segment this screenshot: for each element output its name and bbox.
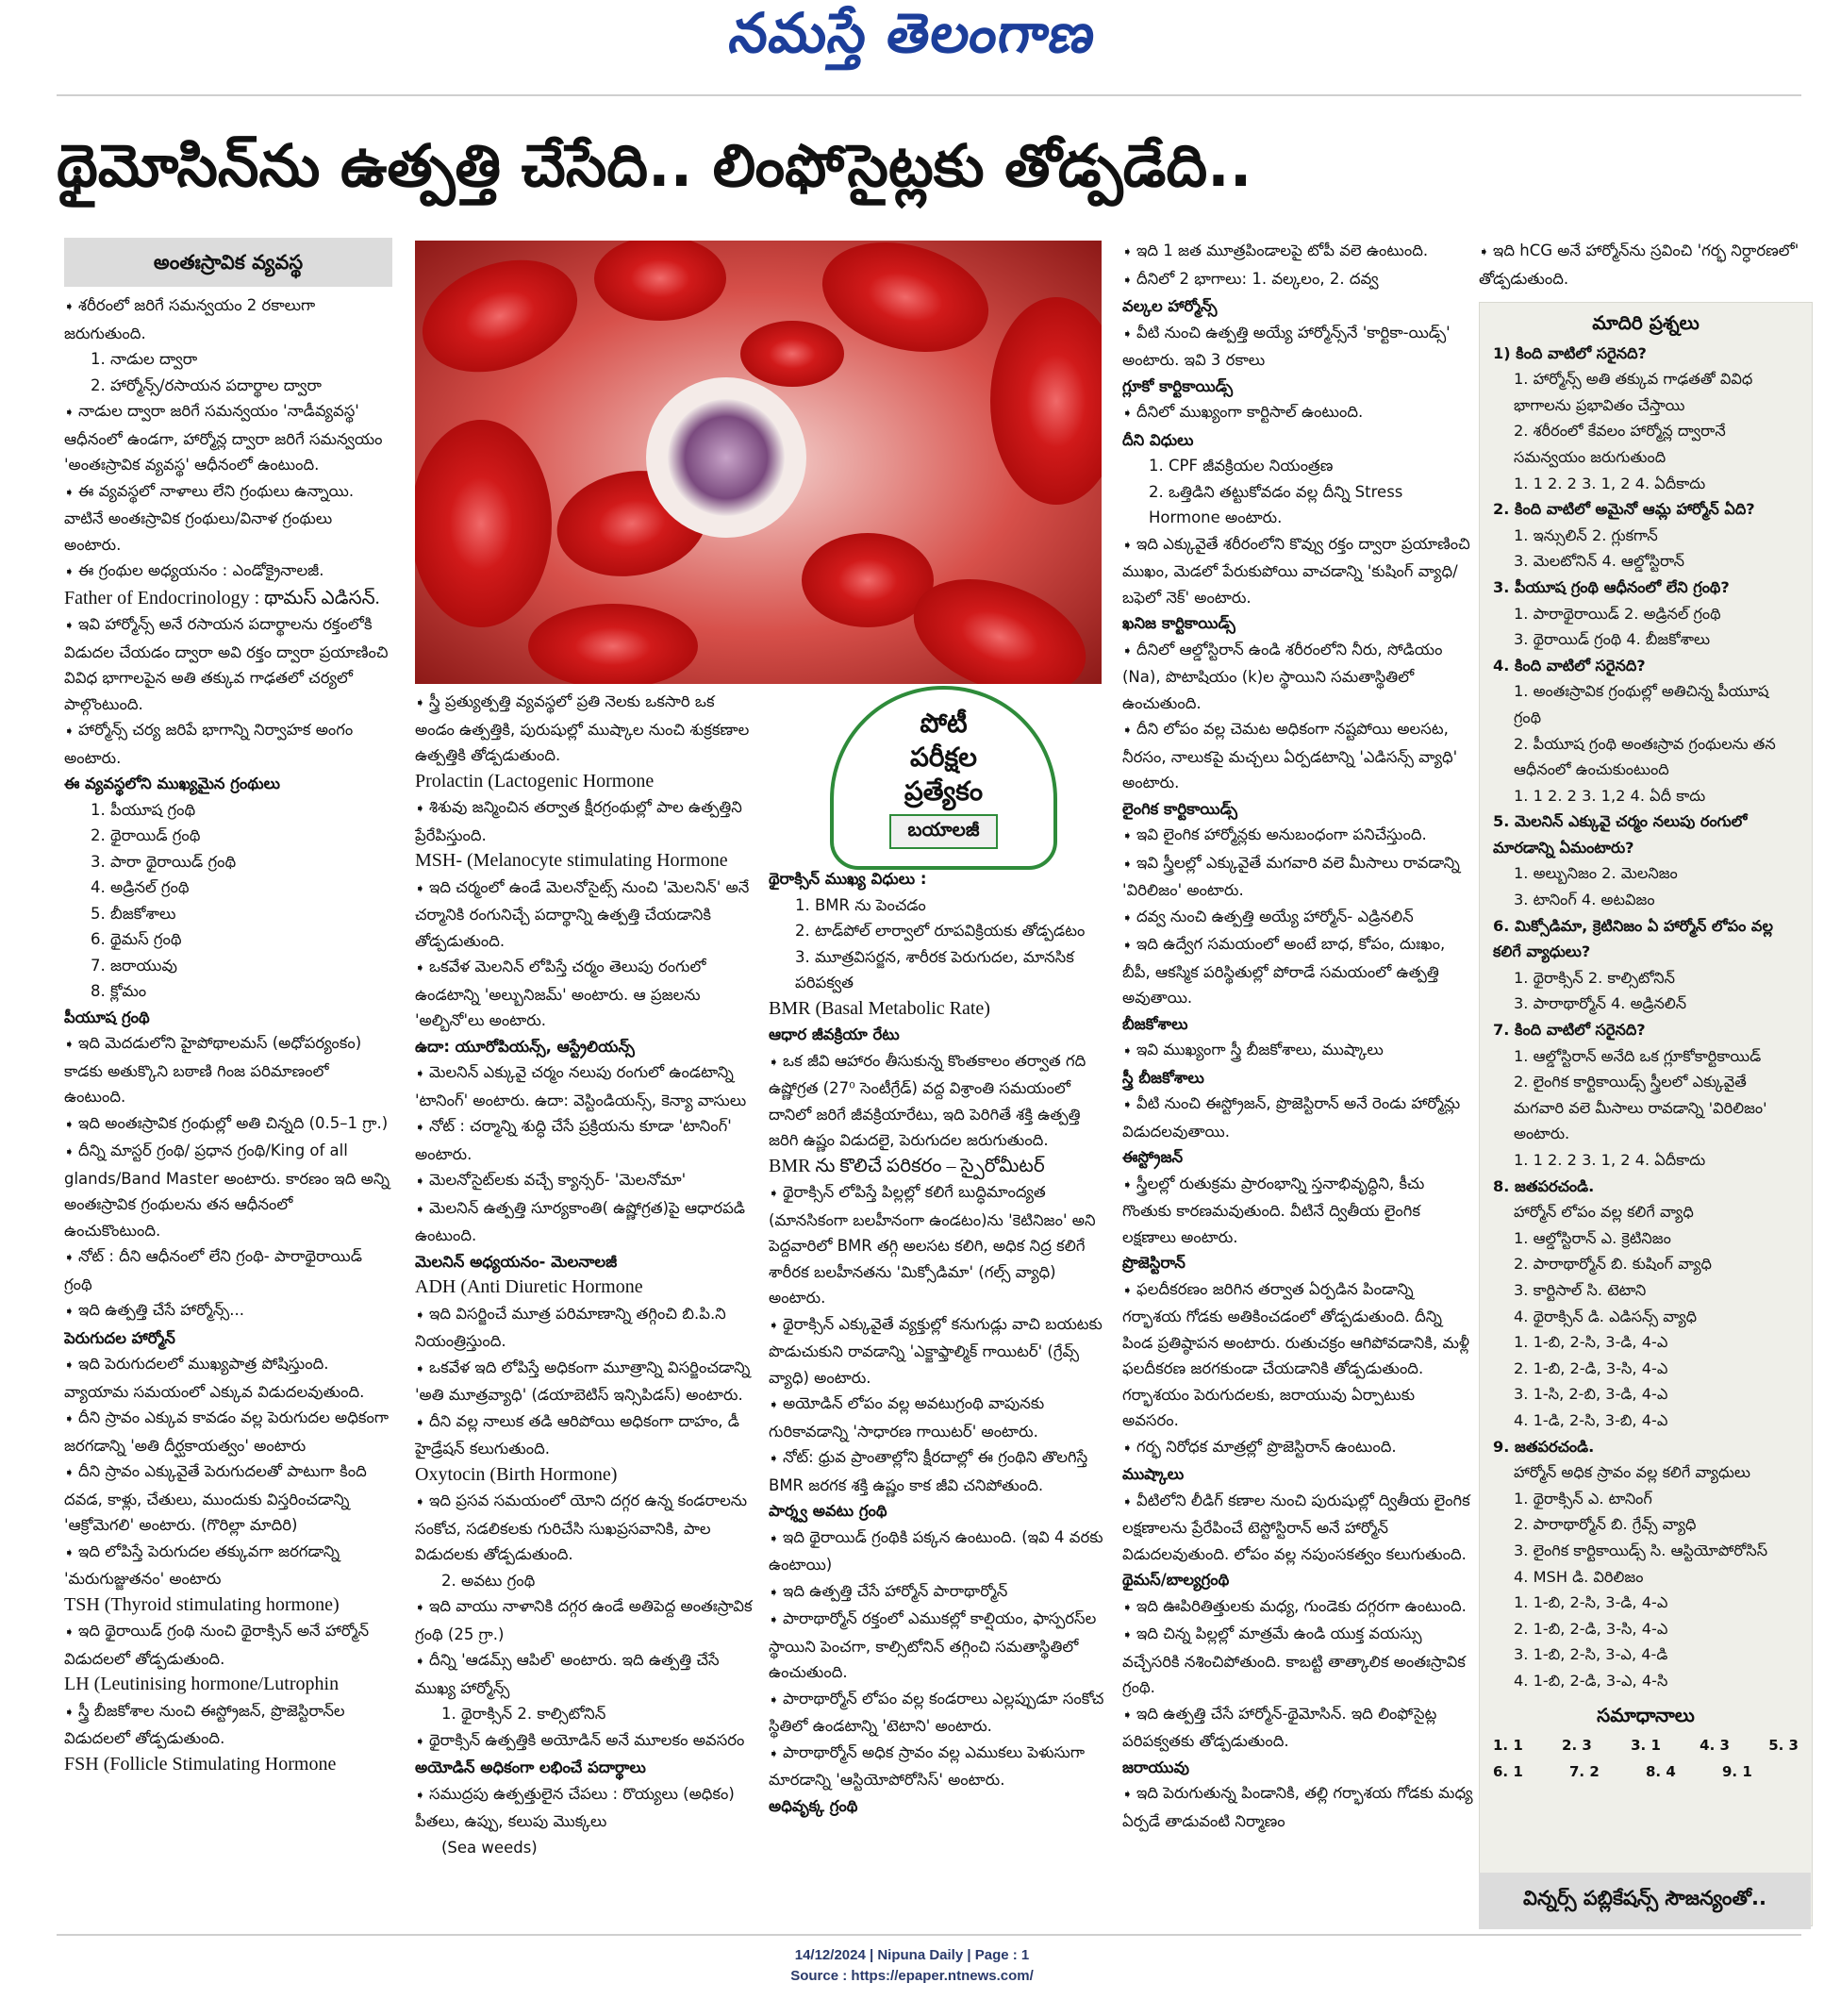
col4-paragraph: థైమస్/బాల్యగ్రంథి bbox=[1122, 1571, 1230, 1589]
col2-paragraph: 2. అవటు గ్రంథి bbox=[441, 1571, 536, 1590]
question-line: 1. హార్మోన్స్ అతి తక్కువ గాఢతతో వివిధ భాగాలను ప్రభావితం చేస్తాయి bbox=[1514, 370, 1753, 414]
question-line: 2. పారాథార్మోన్ బి. గ్రేవ్స్ వ్యాధి bbox=[1514, 1515, 1697, 1534]
question-line: హార్మోన్ అధిక స్రావం వల్ల కలిగే వ్యాధులు bbox=[1514, 1463, 1750, 1482]
col1-paragraph: ➧ దీని స్రావం ఎక్కువ కావడం వల్ల పెరుగుదల అధికంగా జరగడాన్ని 'అతి దీర్ఘకాయత్వం' అంటారు bbox=[64, 1405, 392, 1458]
col3-paragraph: ➧ అయోడిన్ లోపం వల్ల అవటుగ్రంథి వాపునకు గురికావడాన్ని 'సాధారణ గాయిటర్' అంటారు. bbox=[769, 1391, 1115, 1444]
col1-paragraph: 6. థైమస్ గ్రంథి bbox=[91, 930, 182, 948]
col1-paragraph: ➧ ఇవి హార్మోన్స్ అనే రసాయన పదార్థాలను రక్తంలోకి విడుదల చేయడం ద్వారా అవి రక్తం ద్వారా ప్రయాణించి వివిధ భాగాలపైన అతి తక్కువ గాఢతలో చర్యలో పాల్గొంటుంది. bbox=[64, 611, 392, 717]
col2-paragraph: ➧ సముద్రపు ఉత్పత్తులైన చేపలు : రొయ్యలు (అధికం) పీతలు, ఉప్పు, కలుపు మొక్కలు bbox=[415, 1781, 753, 1835]
col3-paragraph: 3. మూత్రవిసర్జన, శారీరక పెరుగుదల, మానసిక పరిపక్వత bbox=[795, 947, 1074, 991]
question-line: 1. 1-బి, 2-సి, 3-డి, 4-ఎ bbox=[1514, 1333, 1668, 1352]
col4-paragraph: ➧ ఇది ఊపిరితిత్తులకు మధ్య, గుండెకు దగ్గరగా ఉంటుంది. bbox=[1122, 1593, 1476, 1622]
col4-paragraph: గ్లూకో కార్టికాయిడ్స్ bbox=[1122, 376, 1234, 395]
question-line: 3. 1-సి, 2-బి, 3-డి, 4-ఎ bbox=[1514, 1385, 1668, 1404]
col1-paragraph: ➧ దీన్ని మాస్టర్ గ్రంథి/ ప్రధాన గ్రంథి/King of all glands/Band Master అంటారు. కారణం ఇది అన్ని అంతఃస్రావిక గ్రంథులను తన ఆధీనంలో ఉంచుకొంటుంది. bbox=[64, 1138, 392, 1243]
col1-paragraph: ➧ ఇది ఉత్పత్తి చేసే హార్మోన్స్... bbox=[64, 1297, 392, 1325]
page-footer bbox=[0, 1945, 1824, 1987]
col1-paragraph: ➧ నాడుల ద్వారా జరిగే సమన్వయం 'నాడీవ్యవస్థ' ఆధీనంలో ఉండగా, హార్మోన్ల ద్వారా జరిగే సమన్వయం 'అంతఃస్రావిక వ్యవస్థ' ఆధీనంలో ఉంటుంది. bbox=[64, 398, 392, 478]
col2-paragraph: ➧ ఇది చర్మంలో ఉండే మెలనోసైట్స్ నుంచి 'మెలనిన్' అనే చర్మానికి రంగునిచ్చే పదార్థాన్ని ఉత్పత్తి చేయడానికి తోడ్పడుతుంది. bbox=[415, 875, 753, 955]
col3-paragraph: ➧ థైరాక్సిన్ లోపిస్తే పిల్లల్లో కలిగే బుద్ధిమాంద్యత (మానసికంగా బలహీనంగా ఉండటం)ను 'కెటినిజం' అని పెద్దవారిలో BMR తగ్గి అలసట కలిగి, అధిక నిద్ర కలిగే శారీరక బలహీనతను 'మిక్సోడిమా' (గల్స్ వ్యాధి) అంటారు. bbox=[769, 1179, 1115, 1311]
col1-paragraph: TSH (Thyroid stimulating hormone) bbox=[64, 1593, 340, 1615]
col4-paragraph: స్త్రీ బీజకోశాలు bbox=[1122, 1068, 1204, 1087]
col4-paragraph: ప్రొజెస్టిరాన్ bbox=[1122, 1254, 1186, 1272]
col3-paragraph: ➧ నోట్: ధ్రువ ప్రాంతాల్లోని క్షీరదాల్లో ఈ గ్రంథిని తొలగిస్తే BMR జరగక శక్తి ఉష్ణం కాక జీవి చనిపోతుంది. bbox=[769, 1444, 1115, 1498]
col2-paragraph: Prolactin (Lactogenic Hormone bbox=[415, 770, 655, 791]
question-line: 1. థైరాక్సిన్ ఎ. టానింగ్ bbox=[1514, 1489, 1652, 1508]
column-1-text bbox=[64, 292, 392, 1777]
col1-paragraph: పెరుగుదల హార్మోన్ bbox=[64, 1328, 175, 1347]
answers-title: సమాధానాలు bbox=[1597, 1704, 1695, 1727]
question-line: 3. థైరాయిడ్ గ్రంథి 4. బీజకోశాలు bbox=[1514, 630, 1711, 649]
col5-paragraph: ➧ ఇది hCG అనే హార్మోన్‌ను స్రవించి 'గర్భ నిర్ధారణలో' తోడ్పడుతుంది. bbox=[1479, 238, 1809, 292]
col3-paragraph: ➧ ఇది థైరాయిడ్ గ్రంథికి పక్కన ఉంటుంది. (ఇవి 4 వరకు ఉంటాయి) bbox=[769, 1524, 1115, 1578]
col3-paragraph: 2. టాడ్‌పోల్ లార్వాలో రూపవిక్రియకు తోడ్పడటం bbox=[795, 922, 1086, 940]
col4-paragraph: ➧ ఇది ఉద్వేగ సమయంలో అంటే బాధ, కోపం, దుఃఖం, బీపీ, ఆకస్మిక పరిస్థితుల్లో పోరాడే సమయంలో ఉత్పత్తి అవుతాయి. bbox=[1122, 931, 1476, 1011]
col1-paragraph: 2. థైరాయిడ్ గ్రంథి bbox=[91, 826, 201, 844]
answer-item: 3. 1 bbox=[1631, 1737, 1661, 1755]
col3-paragraph: ➧ పారాథార్మోన్ రక్తంలో ఎముకల్లో కాల్షియం, ఫాస్పరస్‌ల స్థాయిని పెంచగా, కాల్సిటోనిన్ తగ్గించి సమతాస్థితిలో ఉంచుతుంది. bbox=[769, 1606, 1115, 1686]
col4-paragraph: 2. ఒత్తిడిని తట్టుకోవడం వల్ల దీన్ని Stress Hormone అంటారు. bbox=[1149, 482, 1403, 526]
question-line: హార్మోన్ లోపం వల్ల కలిగే వ్యాధి bbox=[1514, 1203, 1694, 1222]
question-line: 6. మిక్సోడిమా, క్రెటినిజం ఏ హార్మోన్ లోపం వల్ల కలిగే వ్యాధులు? bbox=[1493, 916, 1773, 961]
col1-paragraph: ➧ ఇది పెరుగుదలలో ముఖ్యపాత్ర పోషిస్తుంది. వ్యాయామ సమయంలో ఎక్కువ విడుదలవుతుంది. bbox=[64, 1351, 392, 1405]
col4-paragraph: వల్కల హార్మోన్స్ bbox=[1122, 297, 1218, 315]
model-questions-box bbox=[1479, 302, 1813, 1926]
col1-paragraph: 8. క్లోమం bbox=[91, 982, 147, 1000]
col2-paragraph: Oxytocin (Birth Hormone) bbox=[415, 1463, 618, 1485]
col1-paragraph: Father of Endocrinology : థామస్ ఎడిసన్. bbox=[64, 587, 380, 608]
newspaper-logo: నమస్తే తెలంగాణ bbox=[725, 1, 1101, 65]
col4-paragraph: ➧ ఇది ఎక్కువైతే శరీరంలోని కొవ్వు రక్తం ద్వారా ప్రయాణించి ముఖం, మెడలో పేరుకుపోయి వాచడాన్ని 'కుషింగ్ వ్యాధి/బఫెలో నెక్' అంటారు. bbox=[1122, 531, 1476, 611]
blood-cells-photo bbox=[415, 241, 1102, 684]
col1-paragraph: 1. నాడుల ద్వారా bbox=[91, 350, 198, 368]
question-line: 8. జతపరచండి. bbox=[1493, 1176, 1595, 1195]
answer-item: 1. 1 bbox=[1493, 1737, 1523, 1755]
col4-paragraph: ➧ దవ్వ నుంచి ఉత్పత్తి అయ్యే హార్మోన్- ఎడ్రినలిన్ bbox=[1122, 904, 1476, 932]
question-line: 3. కార్టిసాల్ సి. టెటాని bbox=[1514, 1280, 1647, 1299]
col1-paragraph: ➧ శరీరంలో జరిగే సమన్వయం 2 రకాలుగా జరుగుతుంది. bbox=[64, 292, 392, 346]
answer-item: 9. 1 bbox=[1722, 1762, 1752, 1780]
col2-paragraph: ➧ ఒకవేళ మెలనిన్ లోపిస్తే చర్మం తెలుపు రంగులో ఉండటాన్ని 'అల్బునిజమ్' అంటారు. ఆ ప్రజలను 'అల్బినో'లు అంటారు. bbox=[415, 954, 753, 1034]
question-line: 1. ఇన్సులిన్ 2. గ్లుకగాన్ bbox=[1514, 525, 1658, 544]
answer-item: 7. 2 bbox=[1569, 1762, 1600, 1780]
question-line: 1. పారాథైరాయిడ్ 2. అడ్రినల్ గ్రంథి bbox=[1514, 604, 1721, 623]
question-line: 1. థైరాక్సిన్ 2. కాల్సిటోనిన్ bbox=[1514, 968, 1676, 987]
question-line: 1. అంతఃస్రావిక గ్రంథుల్లో అతిచిన్న పీయూష గ్రంథి bbox=[1514, 682, 1769, 726]
col1-paragraph: LH (Leutinising hormone/Lutrophin bbox=[64, 1674, 340, 1694]
col1-paragraph: 1. పీయూష గ్రంథి bbox=[91, 800, 196, 819]
col2-paragraph: ఉదా: యూరోపియన్స్, ఆస్ట్రేలియన్స్ bbox=[415, 1037, 635, 1056]
badge-line-1: పోటీ bbox=[920, 708, 968, 739]
questions-list bbox=[1493, 341, 1799, 1694]
column-1 bbox=[64, 238, 392, 1917]
col2-paragraph: ➧ మెలనిన్ ఎక్కువై చర్మం నలుపు రంగులో ఉండటాన్ని 'టానింగ్' అంటారు. ఉదా: వెస్టిండియన్స్, కెన్యా వాసులు bbox=[415, 1059, 753, 1113]
answer-item: 6. 1 bbox=[1493, 1762, 1523, 1780]
col4-paragraph: ➧ వీటిలోని లీడిగ్ కణాల నుంచి పురుషుల్లో ద్వితీయ లైంగిక లక్షణాలను ప్రేరేపించే టెస్టోస్టిరాన్ అనే హార్మోన్ విడుదలవుతుంది. లోపం వల్ల నపుంసకత్వం కలుగుతుంది. bbox=[1122, 1488, 1476, 1568]
question-line: 1. 1 2. 2 3. 1,2 4. ఏదీ కాదు bbox=[1514, 786, 1706, 805]
question-line: 3. లైంగిక కార్టికాయిడ్స్ సి. ఆస్టియోపోరోసిస్ bbox=[1514, 1541, 1768, 1559]
col1-paragraph: ➧ ఇది లోపిస్తే పెరుగుదల తక్కువగా జరగడాన్ని 'మరుగుజ్జుతనం' అంటారు bbox=[64, 1539, 392, 1592]
question-line: 1) కింది వాటిలో సరైనది? bbox=[1493, 343, 1647, 362]
answer-item: 4. 3 bbox=[1700, 1737, 1730, 1755]
col2-paragraph: మెలనిన్ అధ్యయనం- మెలనాలజీ bbox=[415, 1252, 618, 1271]
col1-paragraph: ➧ స్త్రీ బీజకోశాల నుంచి ఈస్ట్రోజన్, ప్రొజెస్టిరాన్‌ల విడుదలలో తోడ్పడుతుంది. bbox=[64, 1698, 392, 1752]
col4-paragraph: ➧ ఇది చిన్న పిల్లల్లో మాత్రమే ఉండి యుక్త వయస్సు వచ్చేసరికి నశించిపోతుంది. కాబట్టి తాత్కాలిక అంతఃస్రావిక గ్రంథి. bbox=[1122, 1621, 1476, 1701]
question-line: 2. 1-బి, 2-డి, 3-సి, 4-ఎ bbox=[1514, 1619, 1668, 1638]
question-line: 4. 1-డి, 2-సి, 3-బి, 4-ఎ bbox=[1514, 1410, 1668, 1429]
col4-paragraph: 1. CPF జీవక్రియల నియంత్రణ bbox=[1149, 457, 1334, 475]
footer-source-line: Source : https://epaper.ntnews.com/ bbox=[790, 1968, 1034, 1984]
col3-paragraph: ➧ థైరాక్సిన్ ఎక్కువైతే వ్యక్తుల్లో కనుగుడ్లు వాచి బయటకు పొడుచుకుని రావడాన్ని 'ఎక్జాఫ్తాల్మిక్ గాయిటర్' (గ్రేవ్స్ వ్యాధి) అంటారు. bbox=[769, 1311, 1115, 1391]
col1-paragraph: ➧ ఇది థైరాయిడ్ గ్రంథి నుంచి థైరాక్సిన్ అనే హార్మోన్‌ విడుదలలో తోడ్పడుతుంది. bbox=[64, 1618, 392, 1672]
column-2-text bbox=[415, 689, 753, 1860]
badge-subject: బయాలజీ bbox=[889, 814, 999, 849]
col2-paragraph: ➧ ఒకవేళ ఇది లోపిస్తే అధికంగా మూత్రాన్ని విసర్జించడాన్ని 'అతి మూత్రవ్యాధి' (డయాబెటిస్ ఇన్సిపిడస్) అంటారు. bbox=[415, 1355, 753, 1408]
col4-paragraph: బీజకోశాలు bbox=[1122, 1014, 1188, 1033]
headline: థైమోసిన్‌ను ఉత్పత్తి చేసేది.. లింఫోసైట్లకు తోడ్పడేది.. bbox=[57, 131, 1252, 200]
col2-paragraph: MSH- (Melanocyte stimulating Hormone bbox=[415, 850, 728, 871]
col4-paragraph: ముష్కాలు bbox=[1122, 1465, 1185, 1483]
question-line: 2. శరీరంలో కేవలం హార్మోన్ల ద్వారానే సమన్వయం జరుగుతుంది bbox=[1514, 422, 1726, 466]
col3-paragraph: పార్శ్వ అవటు గ్రంథి bbox=[769, 1502, 887, 1520]
col2-paragraph: ➧ శిశువు జన్మించిన తర్వాత క్షీరగ్రంథుల్లో పాల ఉత్పత్తిని ప్రేరేపిస్తుంది. bbox=[415, 794, 753, 848]
col3-paragraph: అధివృక్క గ్రంథి bbox=[769, 1796, 858, 1815]
col1-paragraph: ➧ ఇది మెదడులోని హైపోథాలమస్ (అధోపర్యంకం) కాడకు అతుక్కొని బఠాణి గింజ పరిమాణంలో ఉంటుంది. bbox=[64, 1030, 392, 1110]
col4-paragraph: ➧ దీనిలో ముఖ్యంగా కార్టిసాల్ ఉంటుంది. bbox=[1122, 399, 1476, 427]
col4-paragraph: జరాయువు bbox=[1122, 1758, 1189, 1776]
col1-paragraph: 2. హార్మోన్స్/రసాయన పదార్థాల ద్వారా bbox=[91, 375, 322, 394]
col3-paragraph: ➧ ఒక జీవి ఆహారం తీసుకున్న కొంతకాలం తర్వాత గది ఉష్ణోగ్రత (27⁰ సెంటీగ్రేడ్) వద్ద విశ్రాంతి సమయంలో దానిలో జరిగే జీవక్రియారేటు, ఇది పెరిగితే శక్తి ఉత్పత్తి జరిగి ఉష్ణం విడుదలై, పెరుగుదల జరుగుతుంది. bbox=[769, 1048, 1115, 1154]
question-line: 4. కింది వాటిలో సరైనది? bbox=[1493, 656, 1646, 675]
question-line: 4. థైరాక్సిన్ డి. ఎడిసన్స్ వ్యాధి bbox=[1514, 1307, 1698, 1325]
question-line: 7. కింది వాటిలో సరైనది? bbox=[1493, 1021, 1646, 1040]
col1-paragraph: ➧ దీని స్రావం ఎక్కువైతే పెరుగుదలతో పాటుగా కింది దవడ, కాళ్లు, చేతులు, ముందుకు విస్తరించడాన్ని 'ఆక్రోమెగలి' అంటారు. (గొరిల్లా మాదిరి) bbox=[64, 1458, 392, 1539]
col4-paragraph: ➧ ఇది 1 జత మూత్రపిండాలపై టోపీ వలె ఉంటుంది. bbox=[1122, 238, 1476, 266]
question-line: 9. జతపరచండి. bbox=[1493, 1437, 1595, 1456]
col4-paragraph: ➧ ఇవి స్త్రీలల్లో ఎక్కువైతే మగవారి వలె మీసాలు రావడాన్ని 'విరిలిజం' అంటారు. bbox=[1122, 850, 1476, 904]
col2-paragraph: ➧ ఇది విసర్జించే మూత్ర పరిమాణాన్ని తగ్గించి బి.పి.ని నియంత్రిస్తుంది. bbox=[415, 1301, 753, 1355]
col2-paragraph: ➧ ఇది ప్రసవ సమయంలో యోని దగ్గర ఉన్న కండరాలను సంకోచ, సడలికలకు గురిచేసి సుఖప్రసవానికి, పాల విడుదలకు తోడ్పడుతుంది. bbox=[415, 1488, 753, 1568]
col4-paragraph: ఈస్ట్రోజన్ bbox=[1122, 1148, 1184, 1166]
col4-paragraph: ➧ వీటి నుంచి ఈస్ట్రోజన్, ప్రొజెస్టిరాన్ అనే రెండు హార్మోన్లు విడుదలవుతాయి. bbox=[1122, 1091, 1476, 1144]
col2-paragraph: అయోడిన్ అధికంగా లభించే పదార్థాలు bbox=[415, 1758, 646, 1776]
question-line: 5. మెలనిన్ ఎక్కువై చర్మం నలుపు రంగులో మారడాన్ని ఏమంటారు? bbox=[1493, 812, 1748, 857]
col4-paragraph: ➧ ఫలదీకరణం జరిగిన తర్వాత ఏర్పడిన పిండాన్ని గర్భాశయ గోడకు అతికించడంలో తోడ్పడుతుంది. దీన్ని పిండ ప్రతిష్ఠాపన అంటారు. రుతుచక్రం ఆగిపోవడానికి, మళ్లీ ఫలదీకరణ జరగకుండా చేయడానికి తోడ్పడుతుంది. గర్భాశయం పెరుగుదలకు, జరాయువు ఏర్పాటుకు అవసరం. bbox=[1122, 1276, 1476, 1434]
col1-paragraph: 3. పారా థైరాయిడ్ గ్రంథి bbox=[91, 852, 237, 871]
courtesy-box bbox=[1479, 1873, 1811, 1929]
col4-paragraph: ➧ వీటి నుంచి ఉత్పత్తి అయ్యే హార్మోన్స్‌నే 'కార్టికా-యిడ్స్' అంటారు. ఇవి 3 రకాలు bbox=[1122, 320, 1476, 374]
col3-paragraph: BMR (Basal Metabolic Rate) bbox=[769, 997, 990, 1019]
answers-row-1 bbox=[1493, 1733, 1799, 1759]
badge-line-3: ప్రత్యేకం bbox=[904, 775, 984, 807]
col2-paragraph: ➧ థైరాక్సిన్ ఉత్పత్తికి అయోడిన్ అనే మూలకం అవసరం bbox=[415, 1727, 753, 1756]
col2-paragraph: ➧ నోట్ : చర్మాన్ని శుద్ధి చేసే ప్రక్రియను కూడా 'టానింగ్' అంటారు. bbox=[415, 1113, 753, 1167]
col4-paragraph: ➧ దీనిలో ఆల్డోస్టిరాన్ ఉండి శరీరంలోని నీరు, సోడియం (Na), పొటాషియం (k)ల స్థాయిని సమతాస్థితిలో ఉంచుతుంది. bbox=[1122, 637, 1476, 717]
col3-paragraph: ఆధార జీవక్రియా రేటు bbox=[769, 1025, 900, 1043]
question-line: 3. మెలటోనిన్ 4. ఆల్డోస్టిరాన్ bbox=[1514, 552, 1684, 571]
column-4 bbox=[1122, 238, 1476, 1917]
col2-paragraph: ADH (Anti Diuretic Hormone bbox=[415, 1276, 643, 1297]
col1-paragraph: FSH (Follicle Stimulating Hormone bbox=[64, 1753, 337, 1774]
masthead bbox=[0, 0, 1824, 80]
section-title: అంతఃస్రావిక వ్యవస్థ bbox=[64, 238, 392, 287]
question-line: 3. పీయూష గ్రంథి ఆధీనంలో లేని గ్రంథి? bbox=[1493, 577, 1730, 596]
column-5-text bbox=[1479, 238, 1809, 292]
col4-paragraph: ➧ స్త్రీలల్లో రుతుక్రమ ప్రారంభాన్ని స్తనాభివృద్ధిని, కీచు గొంతుకు కారణమవుతుంది. వీటినే ద్వితీయ లైంగిక లక్షణాలు అంటారు. bbox=[1122, 1171, 1476, 1251]
col3-paragraph: ➧ పారాథార్మోన్ అధిక స్రావం వల్ల ఎముకలు పెళుసుగా మారడాన్ని 'ఆస్టియోపోరోసిస్' అంటారు. bbox=[769, 1740, 1115, 1793]
answer-item: 2. 3 bbox=[1562, 1737, 1592, 1755]
col3-paragraph: ➧ ఇది ఉత్పత్తి చేసే హార్మోన్ పారాథార్మోన్ bbox=[769, 1578, 1115, 1607]
col4-paragraph: ➧ ఇది ఉత్పత్తి చేసే హార్మోన్-థైమోసిన్. ఇది లింఫోసైట్ల పరిపక్వతకు తోడ్పడుతుంది. bbox=[1122, 1701, 1476, 1755]
column-3-text bbox=[769, 866, 1115, 1819]
col1-paragraph: ➧ హార్మోన్స్ చర్య జరిపే భాగాన్ని నిర్వాహక అంగం అంటారు. bbox=[64, 717, 392, 771]
col2-paragraph: ➧ మెలనిన్ ఉత్పత్తి సూర్యకాంతి( ఉష్ణోగ్రత)పై ఆధారపడి ఉంటుంది. bbox=[415, 1195, 753, 1249]
col1-paragraph: పీయూష గ్రంథి bbox=[64, 1008, 150, 1026]
headline-area bbox=[57, 94, 1801, 238]
col3-paragraph: థైరాక్సిన్ ముఖ్య విధులు : bbox=[769, 870, 927, 888]
col2-paragraph: ➧ దీని వల్ల నాలుక తడి ఆరిపోయి అధికంగా దాహం, డీ హైడ్రేషన్ కలుగుతుంది. bbox=[415, 1408, 753, 1462]
badge-line-2: పరీక్షల bbox=[910, 741, 977, 773]
question-line: 1. 1 2. 2 3. 1, 2 4. ఏదీకాదు bbox=[1514, 1151, 1706, 1169]
col4-paragraph: ➧ దీని లోపం వల్ల చెమట అధికంగా నష్టపోయి అలసట, నీరసం, నాలుకపై మచ్చలు ఏర్పడటాన్ని 'ఎడిసన్స్ వ్యాధి' అంటారు. bbox=[1122, 716, 1476, 796]
col2-paragraph: ➧ ఇది వాయు నాళానికి దగ్గర ఉండే అతిపెద్ద అంతఃస్రావిక గ్రంథి (25 గ్రా.) bbox=[415, 1593, 753, 1647]
question-line: 1. 1-బి, 2-సి, 3-డి, 4-ఎ bbox=[1514, 1593, 1668, 1612]
footer-date-line: 14/12/2024 | Nipuna Daily | Page : 1 bbox=[794, 1947, 1030, 1963]
col1-paragraph: 4. అడ్రినల్ గ్రంథి bbox=[91, 878, 190, 896]
col1-paragraph: ఈ వ్యవస్థలోని ముఖ్యమైన గ్రంథులు bbox=[64, 775, 280, 792]
question-line: 3. పారాథార్మోన్ 4. అడ్రినలిన్ bbox=[1514, 994, 1687, 1013]
col1-paragraph: ➧ నోట్ : దీని ఆధీనంలో లేని గ్రంథి- పారాథైరాయిడ్ గ్రంథి bbox=[64, 1243, 392, 1297]
answers-row-2 bbox=[1493, 1759, 1799, 1786]
exam-special-badge bbox=[830, 686, 1057, 870]
question-line: 2. పారాథార్మోన్ బి. కుషింగ్ వ్యాధి bbox=[1514, 1255, 1712, 1274]
footer-divider bbox=[57, 1934, 1801, 1936]
col1-paragraph: 5. బీజకోశాలు bbox=[91, 904, 176, 923]
question-line: 1. 1 2. 2 3. 1, 2 4. ఏదీకాదు bbox=[1514, 474, 1706, 492]
col1-paragraph: ➧ ఈ వ్యవస్థలో నాళాలు లేని గ్రంథులు ఉన్నాయి. వాటినే అంతఃస్రావిక గ్రంథులు/వినాళ గ్రంథులు అంటారు. bbox=[64, 478, 392, 558]
answer-item: 8. 4 bbox=[1646, 1762, 1676, 1780]
col2-paragraph: ➧ స్త్రీ ప్రత్యుత్పత్తి వ్యవస్థలో ప్రతి నెలకు ఒకసారి ఒక అండం ఉత్పత్తికి, పురుషుల్లో ముష్కాల నుంచి శుక్రకణాల ఉత్పత్తికి తోడ్పడుతుంది. bbox=[415, 689, 753, 769]
question-line: 1. ఆల్డోస్టిరాన్ ఎ. క్రెటినిజం bbox=[1514, 1228, 1671, 1247]
col2-paragraph: (Sea weeds) bbox=[441, 1838, 538, 1857]
question-line: 3. టానింగ్ 4. అటవిజం bbox=[1514, 891, 1655, 909]
question-line: 4. MSH డి. విరిలిజం bbox=[1514, 1567, 1644, 1586]
question-line: 2. పీయూష గ్రంథి అంతఃస్రావ గ్రంథులను తన ఆధీనంలో ఉంచుకుంటుంది bbox=[1514, 734, 1776, 779]
col4-paragraph: ➧ దీనిలో 2 భాగాలు: 1. వల్కలం, 2. దవ్వ bbox=[1122, 266, 1476, 294]
question-line: 1. ఆల్డోస్టిరాన్ అనేది ఒక గ్లూకోకార్టికాయిడ్ bbox=[1514, 1046, 1762, 1065]
col1-paragraph: ➧ ఇది అంతఃస్రావిక గ్రంథుల్లో అతి చిన్నది (0.5–1 గ్రా.) bbox=[64, 1110, 392, 1139]
col4-paragraph: ➧ ఇవి ముఖ్యంగా స్త్రీ బీజకోశాలు, ముష్కాలు bbox=[1122, 1037, 1476, 1065]
question-line: 2. కింది వాటిలో అమైనో ఆమ్ల హార్మోన్ ఏది? bbox=[1493, 500, 1755, 519]
col3-paragraph: ➧ పారాథార్మోన్ లోపం వల్ల కండరాలు ఎల్లప్పుడూ సంకోచ స్థితిలో ఉండటాన్ని 'టెటాని' అంటారు. bbox=[769, 1686, 1115, 1740]
column-3 bbox=[769, 866, 1115, 1913]
column-2 bbox=[415, 689, 753, 1915]
blood-cells-illustration bbox=[415, 241, 1102, 684]
col4-paragraph: ఖనిజ కార్టికాయిడ్స్ bbox=[1122, 614, 1235, 632]
col1-paragraph: 7. జరాయువు bbox=[91, 956, 177, 975]
col3-paragraph: 1. BMR ను పెంచడం bbox=[795, 895, 926, 914]
question-line: 2. లైంగిక కార్టికాయిడ్స్ స్త్రీలలో ఎక్కువైతే మగవారి వలె మీసాలు రావడాన్ని 'విరిలిజం' అంటారు. bbox=[1514, 1073, 1767, 1143]
col2-paragraph: 1. థైరాక్సిన్ 2. కాల్సిటోనిన్ bbox=[441, 1705, 606, 1723]
questions-title: మాదిరి ప్రశ్నలు bbox=[1592, 311, 1700, 334]
col4-paragraph: ➧ గర్భ నిరోధక మాత్రల్లో ప్రొజెస్టిరాన్ ఉంటుంది. bbox=[1122, 1434, 1476, 1462]
col4-paragraph: ➧ ఇది పెరుగుతున్న పిండానికి, తల్లి గర్భాశయ గోడకు మధ్య ఏర్పడే తాడువంటి నిర్మాణం bbox=[1122, 1780, 1476, 1834]
col4-paragraph: దీని విధులు bbox=[1122, 430, 1194, 449]
column-4-text bbox=[1122, 238, 1476, 1834]
question-line: 4. 1-బి, 2-డి, 3-ఎ, 4-సి bbox=[1514, 1671, 1668, 1690]
col2-paragraph: ➧ మెలనోసైట్‌లకు వచ్చే క్యాన్సర్- 'మెలనోమా' bbox=[415, 1167, 753, 1195]
col4-paragraph: లైంగిక కార్టికాయిడ్స్ bbox=[1122, 799, 1238, 818]
question-line: 1. అల్బునిజం 2. మెలనిజం bbox=[1514, 864, 1678, 883]
courtesy-text: విన్నర్స్ పబ్లికేషన్స్ సౌజన్యంతో.. bbox=[1523, 1887, 1766, 1909]
col3-paragraph: BMR ను కొలిచే పరికరం – స్పైరోమీటర్ bbox=[769, 1155, 1045, 1176]
question-line: 2. 1-బి, 2-డి, 3-సి, 4-ఎ bbox=[1514, 1358, 1668, 1377]
col4-paragraph: ➧ ఇవి లైంగిక హార్మోన్లకు అనుబంధంగా పనిచేస్తుంది. bbox=[1122, 822, 1476, 850]
col1-paragraph: ➧ ఈ గ్రంథుల అధ్యయనం : ఎండోక్రైనాలజీ. bbox=[64, 558, 392, 586]
col2-paragraph: ➧ దీన్ని 'ఆడమ్స్ ఆపిల్' అంటారు. ఇది ఉత్పత్తి చేసే ముఖ్య హార్మోన్స్ bbox=[415, 1647, 753, 1701]
answer-item: 5. 3 bbox=[1768, 1737, 1799, 1755]
question-line: 3. 1-బి, 2-సి, 3-ఎ, 4-డి bbox=[1514, 1645, 1668, 1664]
